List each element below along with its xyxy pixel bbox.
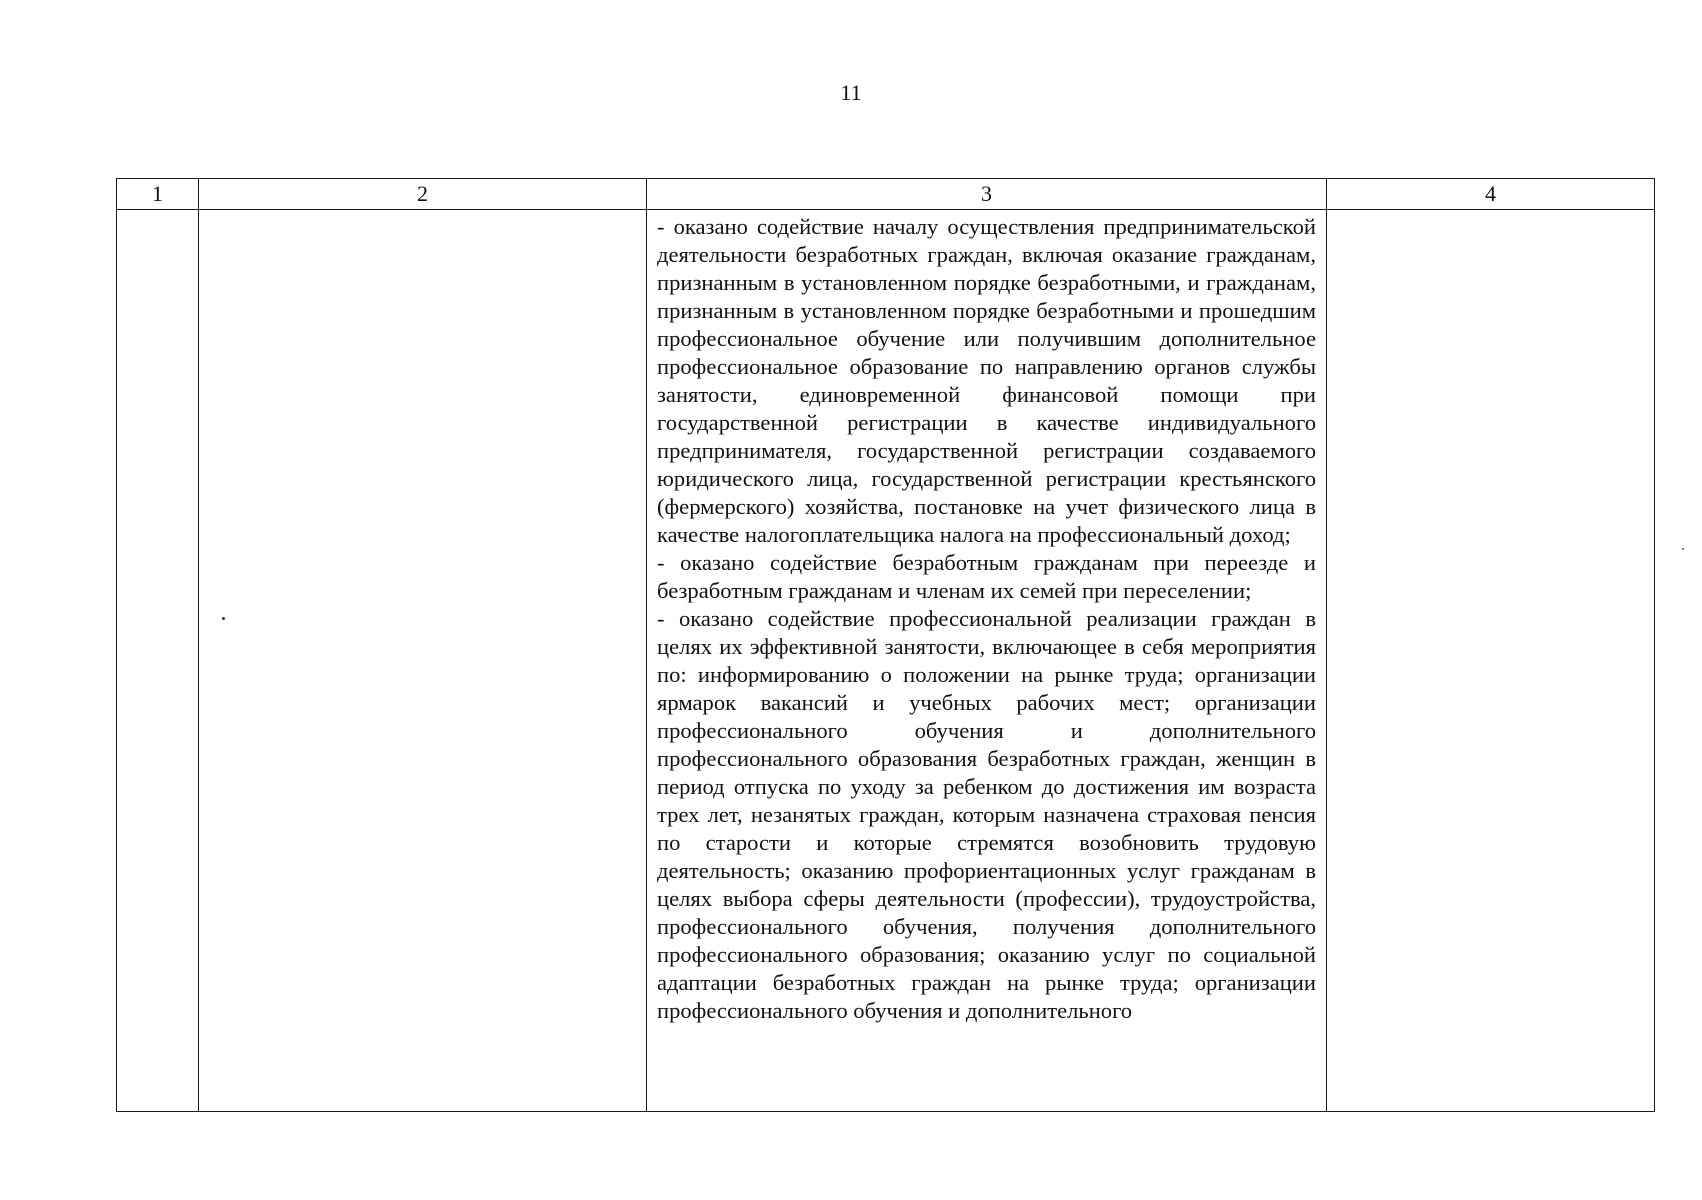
paragraph-business-support: - оказано содействие началу осуществления предпринимательской деятельности безработных граждан, включая оказание гражданам, признанным в установленном порядке безработными, и гражданам, признанным в установленном порядке безработными и прошедшим профессиональное обучение или получившим дополнительное профессиональное образование по направлению органов службы занятости, единовременной финансовой помощи при государственной регистрации в качестве индивидуального предпринимателя, государственной регистрации создаваемого юридического лица, государственной регистрации крестьянского (фермерского) хозяйства, постановке на учет физического лица в качестве налогоплательщика налога на профессиональный доход; [657, 214, 1316, 547]
header-col-1: 1 [117, 179, 199, 210]
table-row [117, 210, 1655, 1112]
cell-col-1 [117, 210, 199, 1112]
margin-speck [1682, 548, 1684, 550]
header-col-2: 2 [199, 179, 647, 210]
paragraph-relocation-support: - оказано содействие безработным гражданам при переезде и безработным гражданам и членам их семей при переселении; [657, 550, 1316, 603]
document-table [116, 178, 1655, 1112]
scan-speck [222, 617, 225, 620]
cell-col-4 [1327, 210, 1655, 1112]
paragraph-professional-realization: - оказано содействие профессиональной реализации граждан в целях их эффективной занятости, включающее в себя мероприятия по: информированию о положении на рынке труда; организации ярмарок вакансий и учебных рабочих мест; организации профессионального обучения и дополнительного профессионального образования безработных граждан, женщин в период отпуска по уходу за ребенком до достижения им возраста трех лет, незанятых граждан, которым назначена страховая пенсия по старости и которые стремятся возобновить трудовую деятельность; оказанию профориентационных услуг гражданам в целях выбора сферы деятельности (профессии), трудоустройства, профессионального обучения, получения дополнительного профессионального образования; оказанию услуг по социальной адаптации безработных граждан на рынке труда; организации профессионального обучения и дополнительного [657, 606, 1316, 1023]
cell-col-3 [647, 210, 1327, 1112]
header-row [117, 179, 1655, 210]
cell-col-2 [199, 210, 647, 1112]
page-number: 11 [840, 80, 862, 105]
header-col-3: 3 [647, 179, 1327, 210]
header-col-4: 4 [1327, 179, 1655, 210]
